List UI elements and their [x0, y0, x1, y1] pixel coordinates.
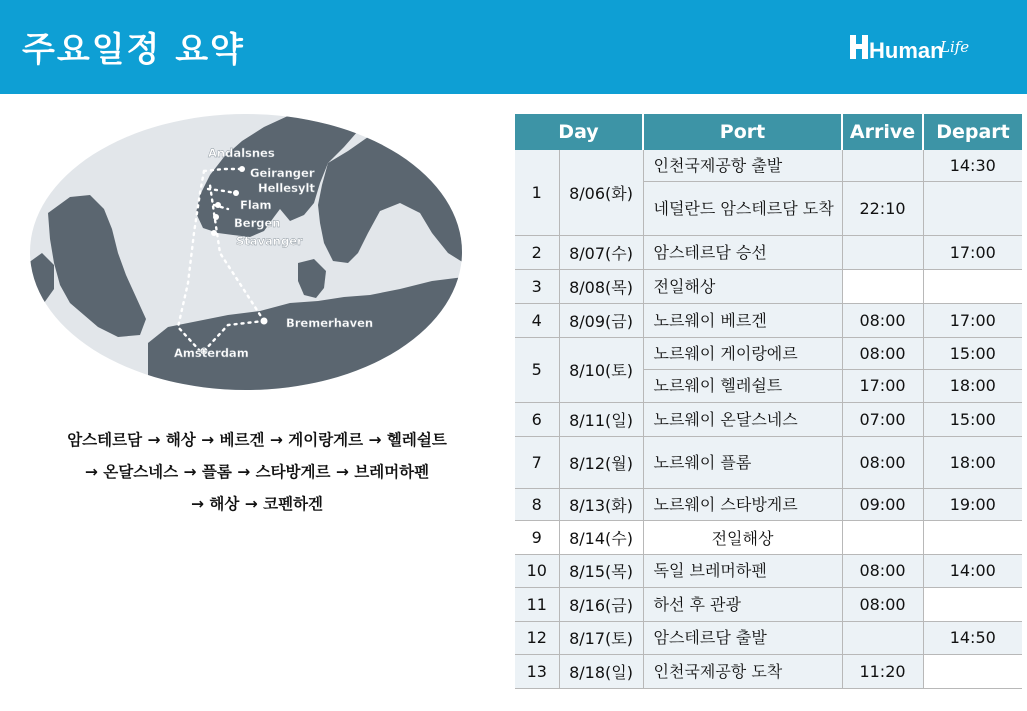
page-title: 주요일정 요약: [22, 30, 245, 70]
arrive-time: 07:00: [842, 402, 923, 436]
humanlife-logo: [848, 30, 988, 64]
table-row: [515, 402, 1022, 436]
arrive-time: [842, 269, 923, 303]
port-name: 노르웨이 헬레쉴트: [643, 369, 842, 402]
arrive-time: [842, 235, 923, 269]
map-label-amsterdam: Amsterdam: [174, 346, 249, 360]
day-number: 7: [515, 436, 559, 488]
port-name: 인천국제공항 출발: [643, 150, 842, 181]
day-date: 8/07(수): [559, 235, 643, 269]
port-name: 암스테르담 승선: [643, 235, 842, 269]
port-name: 전일해상: [643, 269, 842, 303]
table-row: [515, 235, 1022, 269]
table-header-row: [515, 114, 1022, 150]
table-row: [515, 337, 1022, 369]
depart-time: 17:00: [923, 235, 1022, 269]
table-row: [515, 554, 1022, 587]
itinerary-table: [515, 114, 1022, 689]
depart-time: 15:00: [923, 402, 1022, 436]
day-number: 2: [515, 235, 559, 269]
arrive-time: 08:00: [842, 436, 923, 488]
depart-time: 14:50: [923, 621, 1022, 654]
table-row: [515, 621, 1022, 654]
day-date: 8/11(일): [559, 402, 643, 436]
port-name: 하선 후 관광: [643, 587, 842, 621]
day-date: 8/13(화): [559, 488, 643, 520]
day-date: 8/16(금): [559, 587, 643, 621]
depart-time: 14:30: [923, 150, 1022, 181]
logo-wordmark: Human: [869, 38, 944, 63]
table-row: [515, 150, 1022, 181]
map-label-geiranger: Geiranger: [250, 166, 315, 180]
header-arrive: Arrive: [842, 114, 923, 150]
day-number: 5: [515, 337, 559, 402]
route-line-3: → 해상 → 코펜하겐: [190, 495, 323, 513]
day-date: 8/17(토): [559, 621, 643, 654]
depart-time: 17:00: [923, 303, 1022, 337]
arrive-time: 08:00: [842, 303, 923, 337]
port-name: 노르웨이 베르겐: [643, 303, 842, 337]
depart-time: [923, 654, 1022, 688]
arrive-time: 11:20: [842, 654, 923, 688]
arrive-time: [842, 520, 923, 554]
port-name: 네덜란드 암스테르담 도착: [643, 181, 842, 235]
depart-time: 18:00: [923, 436, 1022, 488]
day-date: 8/18(일): [559, 654, 643, 688]
arrive-time: 08:00: [842, 554, 923, 587]
port-name: 노르웨이 온달스네스: [643, 402, 842, 436]
route-line-2: → 온달스네스 → 플롬 → 스타방게르 → 브레머하펜: [84, 463, 430, 481]
map-label-flam: Flam: [240, 198, 272, 212]
day-date: 8/15(목): [559, 554, 643, 587]
depart-time: [923, 587, 1022, 621]
depart-time: 18:00: [923, 369, 1022, 402]
day-date: 8/06(화): [559, 150, 643, 235]
port-name: 노르웨이 스타방게르: [643, 488, 842, 520]
port-name: 인천국제공항 도착: [643, 654, 842, 688]
map-label-bergen: Bergen: [234, 216, 281, 230]
day-number: 9: [515, 520, 559, 554]
table-row: [515, 303, 1022, 337]
header-day: Day: [515, 114, 643, 150]
port-name: 노르웨이 게이랑에르: [643, 337, 842, 369]
depart-time: [923, 181, 1022, 235]
cruise-route-map: [28, 113, 465, 391]
depart-time: 19:00: [923, 488, 1022, 520]
port-name: 전일해상: [643, 520, 842, 554]
header-depart: Depart: [923, 114, 1022, 150]
route-summary: [12, 424, 502, 520]
arrive-time: 17:00: [842, 369, 923, 402]
port-name: 암스테르담 출발: [643, 621, 842, 654]
day-date: 8/09(금): [559, 303, 643, 337]
day-date: 8/08(목): [559, 269, 643, 303]
day-number: 13: [515, 654, 559, 688]
day-number: 10: [515, 554, 559, 587]
day-number: 12: [515, 621, 559, 654]
arrive-time: 08:00: [842, 337, 923, 369]
day-number: 4: [515, 303, 559, 337]
table-row: [515, 436, 1022, 488]
table-row: [515, 520, 1022, 554]
logo-script: Life: [940, 38, 970, 56]
depart-time: 14:00: [923, 554, 1022, 587]
map-label-andalsnes: Andalsnes: [208, 146, 275, 160]
port-name: 독일 브레머하펜: [643, 554, 842, 587]
map-label-stavanger: Stavanger: [236, 234, 303, 248]
arrive-time: 09:00: [842, 488, 923, 520]
day-date: 8/12(월): [559, 436, 643, 488]
route-line-1: 암스테르담 → 해상 → 베르겐 → 게이랑게르 → 헬레쉴트: [67, 431, 447, 449]
table-row: [515, 269, 1022, 303]
day-number: 3: [515, 269, 559, 303]
map-label-bremerhaven: Bremerhaven: [286, 316, 374, 330]
day-number: 8: [515, 488, 559, 520]
arrive-time: 08:00: [842, 587, 923, 621]
day-number: 1: [515, 150, 559, 235]
header-bar: [0, 0, 1027, 94]
map-label-hellesylt: Hellesylt: [258, 181, 315, 195]
table-row: [515, 488, 1022, 520]
arrive-time: [842, 621, 923, 654]
arrive-time: [842, 150, 923, 181]
day-date: 8/14(수): [559, 520, 643, 554]
arrive-time: 22:10: [842, 181, 923, 235]
table-row: [515, 654, 1022, 688]
depart-time: [923, 269, 1022, 303]
day-date: 8/10(토): [559, 337, 643, 402]
depart-time: 15:00: [923, 337, 1022, 369]
depart-time: [923, 520, 1022, 554]
day-number: 6: [515, 402, 559, 436]
table-row: [515, 587, 1022, 621]
port-name: 노르웨이 플롬: [643, 436, 842, 488]
day-number: 11: [515, 587, 559, 621]
header-port: Port: [643, 114, 842, 150]
